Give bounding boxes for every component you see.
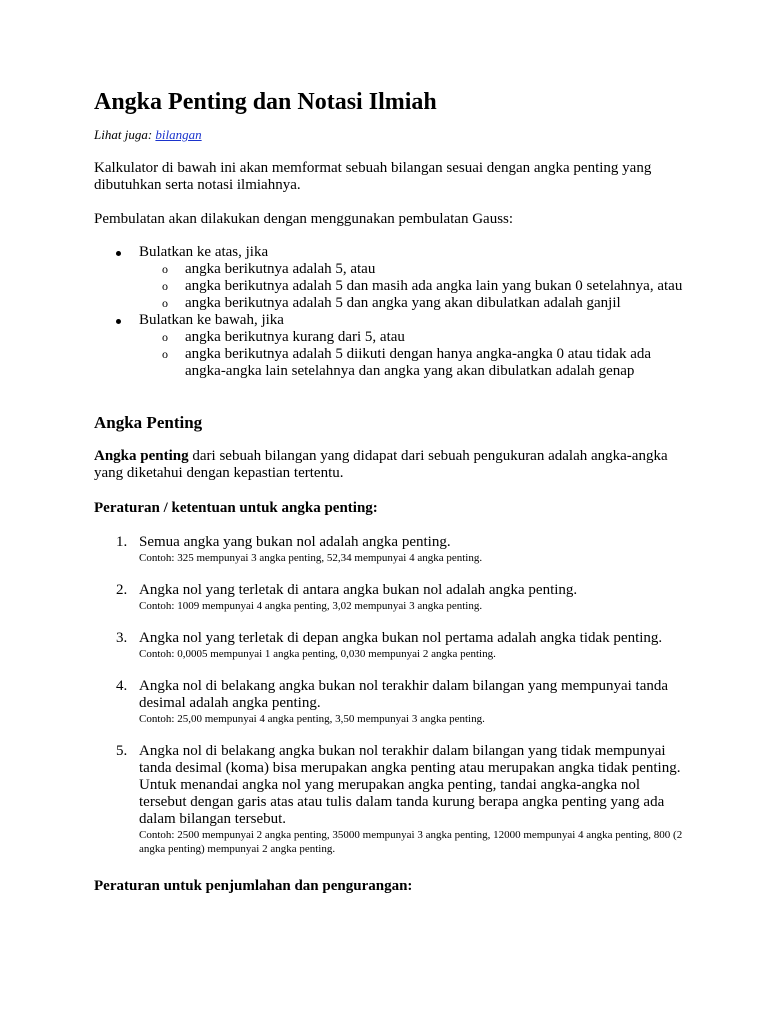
rounding-up-conditions xyxy=(139,261,684,312)
rule-text: Angka nol di belakang angka bukan nol terakhir dalam bilangan yang tidak mempunyai tanda desimal (koma) bisa merupakan angka penting atau merupakan angka tidak penting. Untuk menandai angka nol yang merupakan angka penting, tandai angka-angka nol tersebut dengan garis atas atau tulis dalam tanda kurung berapa angka penting yang ada dalam bilangan tersebut. xyxy=(139,743,681,827)
list-item: o angka berikutnya adalah 5 dan angka yang akan dibulatkan adalah ganjil xyxy=(139,295,684,312)
rule-number: 4. xyxy=(116,678,128,694)
rule-number: 3. xyxy=(116,630,128,646)
rule-example: Contoh: 325 mempunyai 3 angka penting, 52,34 mempunyai 4 angka penting. xyxy=(139,552,483,564)
rounding-up-label: Bulatkan ke atas, jika xyxy=(139,244,269,260)
rule-example: Contoh: 25,00 mempunyai 4 angka penting, 3,50 mempunyai 3 angka penting. xyxy=(139,713,485,725)
definition-paragraph xyxy=(94,448,684,482)
rule-example: Contoh: 1009 mempunyai 4 angka penting, 3,02 mempunyai 3 angka penting. xyxy=(139,600,483,612)
list-item xyxy=(94,244,684,312)
list-item: o angka berikutnya adalah 5 dan masih ada angka lain yang bukan 0 setelahnya, atau xyxy=(139,278,684,295)
rule-text: Angka nol yang terletak di depan angka bukan nol pertama adalah angka tidak penting. xyxy=(139,630,663,646)
rule-text: Angka nol yang terletak di antara angka bukan nol adalah angka penting. xyxy=(139,582,578,598)
list-item: o angka berikutnya kurang dari 5, atau xyxy=(139,329,684,346)
list-item xyxy=(94,312,684,380)
rule-example: Contoh: 2500 mempunyai 2 angka penting, 35000 mempunyai 3 angka penting, 12000 mempunyai 4 angka penting, 800 (2 angka penting) mempunyai 2 angka penting. xyxy=(139,829,683,855)
list-item xyxy=(94,582,684,613)
list-item: o angka berikutnya adalah 5 diikuti dengan hanya angka-angka 0 atau tidak ada angka-angka lain setelahnya dan angka yang akan dibulatkan adalah genap xyxy=(139,346,684,380)
intro-paragraph: Kalkulator di bawah ini akan memformat sebuah bilangan sesuai dengan angka penting yang dibutuhkan serta notasi ilmiahnya. xyxy=(94,160,652,193)
definition-term: Angka penting xyxy=(94,448,189,464)
rule-example: Contoh: 0,0005 mempunyai 1 angka penting, 0,030 mempunyai 2 angka penting. xyxy=(139,648,496,660)
rounding-down-label: Bulatkan ke bawah, jika xyxy=(139,312,284,328)
list-item xyxy=(94,534,684,565)
see-also-prefix: Lihat juga: xyxy=(94,127,153,142)
rule-number: 1. xyxy=(116,534,128,550)
rule-number: 5. xyxy=(116,743,128,759)
list-item xyxy=(94,630,684,661)
rule-text: Angka nol di belakang angka bukan nol terakhir dalam bilangan yang mempunyai tanda desimal adalah angka penting. xyxy=(139,678,669,711)
rounding-list xyxy=(94,244,684,380)
list-item: o angka berikutnya adalah 5, atau xyxy=(139,261,684,278)
section-heading: Angka Penting xyxy=(94,413,203,432)
see-also-link[interactable]: bilangan xyxy=(155,127,202,142)
rule-number: 2. xyxy=(116,582,128,598)
rounding-down-conditions xyxy=(139,329,684,380)
list-item xyxy=(94,743,684,856)
list-item xyxy=(94,678,684,726)
definition-text: dari sebuah bilangan yang didapat dari sebuah pengukuran adalah angka-angka yang diketahui dengan kepastian tertentu. xyxy=(94,448,668,481)
rules-heading: Peraturan / ketentuan untuk angka penting: xyxy=(94,500,378,516)
rounding-intro: Pembulatan akan dilakukan dengan menggunakan pembulatan Gauss: xyxy=(94,211,514,227)
rule-text: Semua angka yang bukan nol adalah angka penting. xyxy=(139,534,451,550)
page-title: Angka Penting dan Notasi Ilmiah xyxy=(94,89,437,115)
addition-heading: Peraturan untuk penjumlahan dan pengurangan: xyxy=(94,878,413,894)
see-also xyxy=(94,127,202,143)
rules-list xyxy=(94,534,684,856)
